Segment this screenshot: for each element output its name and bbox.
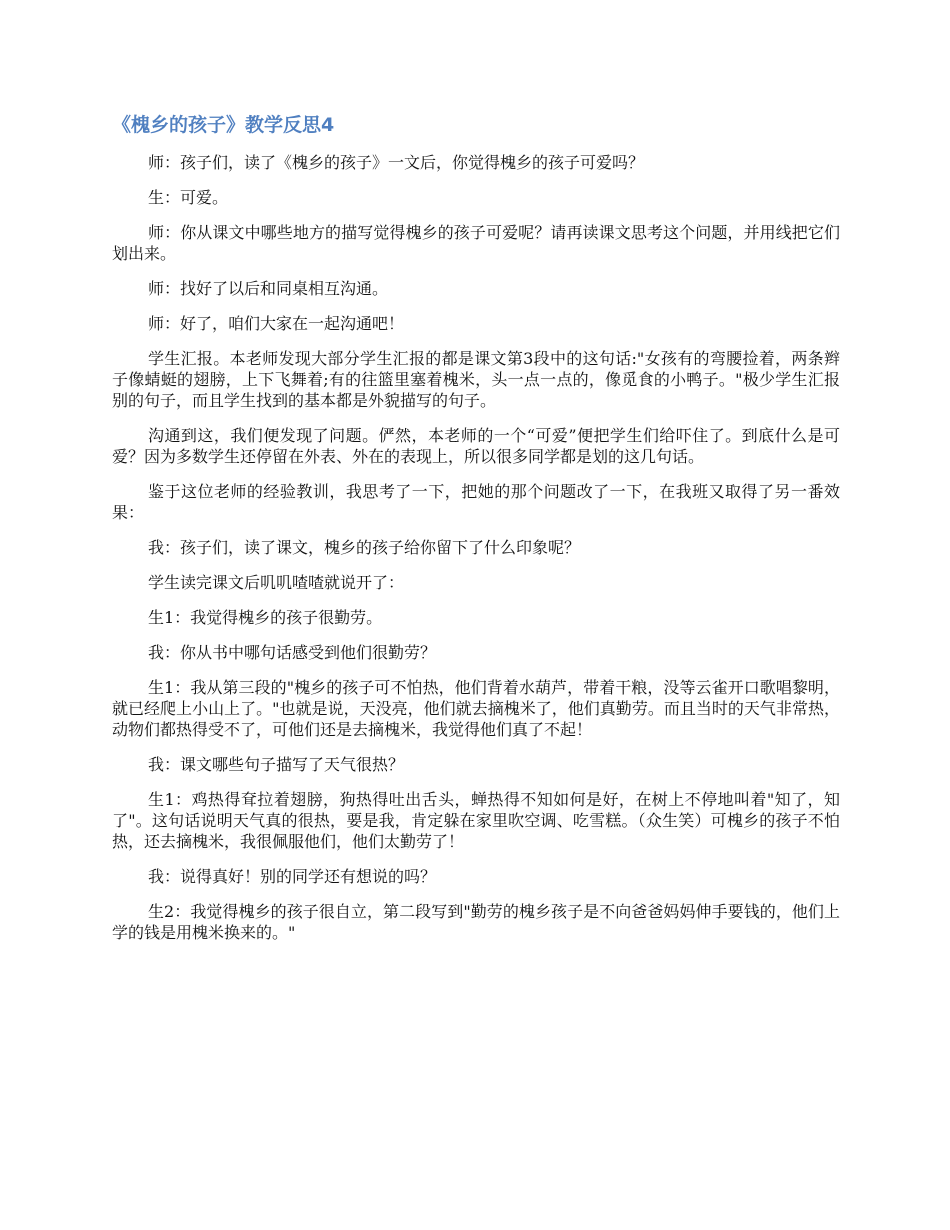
paragraph: 沟通到这，我们便发现了问题。俨然，本老师的一个“可爱”便把学生们给吓住了。到底什么是可爱？因为多数学生还停留在外表、外在的表现上，所以很多同学都是划的这几句话。 (112, 426, 840, 466)
paragraph: 师：找好了以后和同桌相互沟通。 (148, 279, 389, 298)
document-body (112, 152, 840, 943)
paragraph: 师：你从课文中哪些地方的描写觉得槐乡的孩子可爱呢？请再读课文思考这个问题，并用线把它们划出来。 (112, 223, 840, 263)
paragraph: 学生汇报。本老师发现大部分学生汇报的都是课文第3段中的这句话:"女孩有的弯腰捡着，两条辫子像蜻蜓的翅膀，上下飞舞着;有的往篮里塞着槐米，头一点一点的，像觅食的小鸭子。"极少学生汇报别的句子，而且学生找到的基本都是外貌描写的句子。 (112, 349, 840, 410)
paragraph: 生1：我从第三段的"槐乡的孩子可不怕热，他们背着水葫芦，带着干粮，没等云雀开口歌唱黎明，就已经爬上小山上了。"也就是说，天没亮，他们就去摘槐米了，他们真勤劳。而且当时的天气非常热，动物们都热得受不了，可他们还是去摘槐米，我觉得他们真了不起！ (112, 678, 840, 739)
paragraph: 我：说得真好！别的同学还有想说的吗？ (148, 867, 437, 886)
paragraph: 师：好了，咱们大家在一起沟通吧！ (148, 314, 405, 333)
paragraph: 鉴于这位老师的经验教训，我思考了一下，把她的那个问题改了一下，在我班又取得了另一番效果： (112, 482, 840, 522)
paragraph: 我：孩子们，读了课文，槐乡的孩子给你留下了什么印象呢？ (148, 538, 581, 557)
document-page (112, 112, 840, 957)
paragraph: 我：你从书中哪句话感受到他们很勤劳？ (148, 643, 437, 662)
paragraph: 学生读完课文后叽叽喳喳就说开了： (148, 573, 405, 592)
paragraph: 生1：我觉得槐乡的孩子很勤劳。 (148, 608, 383, 627)
paragraph: 我：课文哪些句子描写了天气很热？ (148, 755, 405, 774)
paragraph: 师：孩子们，读了《槐乡的孩子》一文后，你觉得槐乡的孩子可爱吗？ (148, 153, 645, 172)
paragraph: 生2：我觉得槐乡的孩子很自立，第二段写到"勤劳的槐乡孩子是不向爸爸妈妈伸手要钱的，他们上学的钱是用槐米换来的。" (112, 902, 840, 942)
document-title: 《槐乡的孩子》教学反思4 (112, 114, 335, 136)
paragraph: 生：可爱。 (148, 188, 229, 207)
paragraph: 生1：鸡热得耷拉着翅膀，狗热得吐出舌头，蝉热得不知如何是好，在树上不停地叫着"知了，知了"。这句话说明天气真的很热，要是我，肯定躲在家里吹空调、吃雪糕。（众生笑）可槐乡的孩子不怕热，还去摘槐米，我很佩服他们，他们太勤劳了！ (112, 790, 840, 851)
